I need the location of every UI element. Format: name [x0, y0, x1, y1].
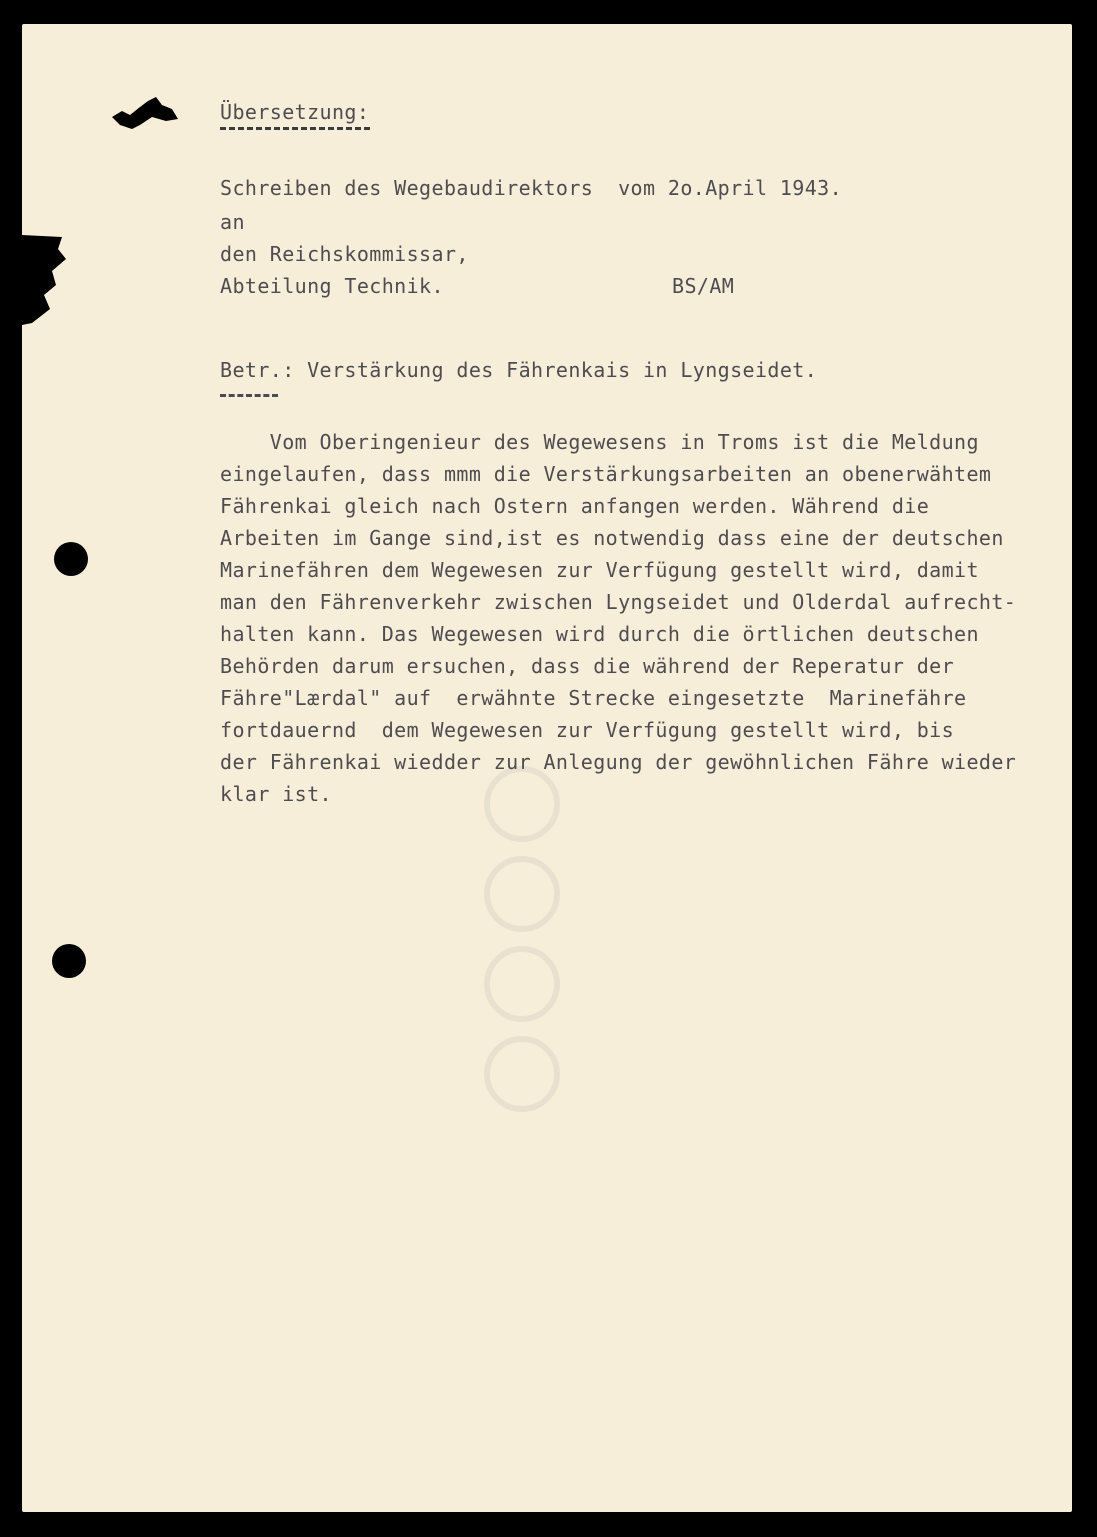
body-line: der Fährenkai wiedder zur Anlegung der gewöhnlichen Fähre wieder [220, 750, 1017, 774]
torn-edge-left-mark [22, 235, 72, 325]
punch-hole-top [54, 542, 88, 576]
header-line-sender: Schreiben des Wegebaudirektors vom 2o.April 1943. [220, 176, 843, 200]
document-heading: Übersetzung: [220, 100, 370, 124]
body-line: Vom Oberingenieur des Wegewesens in Troms ist die Meldung [220, 430, 979, 454]
body-line: klar ist. [220, 782, 332, 806]
subject-label-underline [220, 394, 278, 397]
body-line: eingelaufen, dass mmm die Verstärkungsarbeiten an obenerwähtem [220, 462, 992, 486]
header-line-department: Abteilung Technik. [220, 274, 444, 298]
document-page [22, 24, 1072, 1512]
header-line-an: an [220, 210, 245, 234]
body-line: Marinefähren dem Wegewesen zur Verfügung gestellt wird, damit [220, 558, 979, 582]
body-line: halten kann. Das Wegewesen wird durch die örtlichen deutschen [220, 622, 979, 646]
subject-line: Betr.: Verstärkung des Fährenkais in Lyngseidet. [220, 358, 818, 382]
body-line: Fährenkai gleich nach Ostern anfangen werden. Während die [220, 494, 930, 518]
punch-hole-bottom [52, 944, 86, 978]
heading-underline [220, 127, 370, 130]
header-line-recipient: den Reichskommissar, [220, 242, 469, 266]
body-line: Fähre"Lærdal" auf erwähnte Strecke eingesetzte Marinefähre [220, 686, 967, 710]
body-line: fortdauernd dem Wegewesen zur Verfügung gestellt wird, bis [220, 718, 955, 742]
reference-code: BS/AM [672, 274, 735, 298]
body-line: Arbeiten im Gange sind,ist es notwendig dass eine der deutschen [220, 526, 1004, 550]
body-line: Behörden darum ersuchen, dass die während der Reperatur der [220, 654, 955, 678]
torn-edge-top-mark [110, 95, 180, 135]
faint-stamp-mark [462, 764, 582, 1124]
body-line: man den Fährenverkehr zwischen Lyngseidet und Olderdal aufrecht- [220, 590, 1017, 614]
